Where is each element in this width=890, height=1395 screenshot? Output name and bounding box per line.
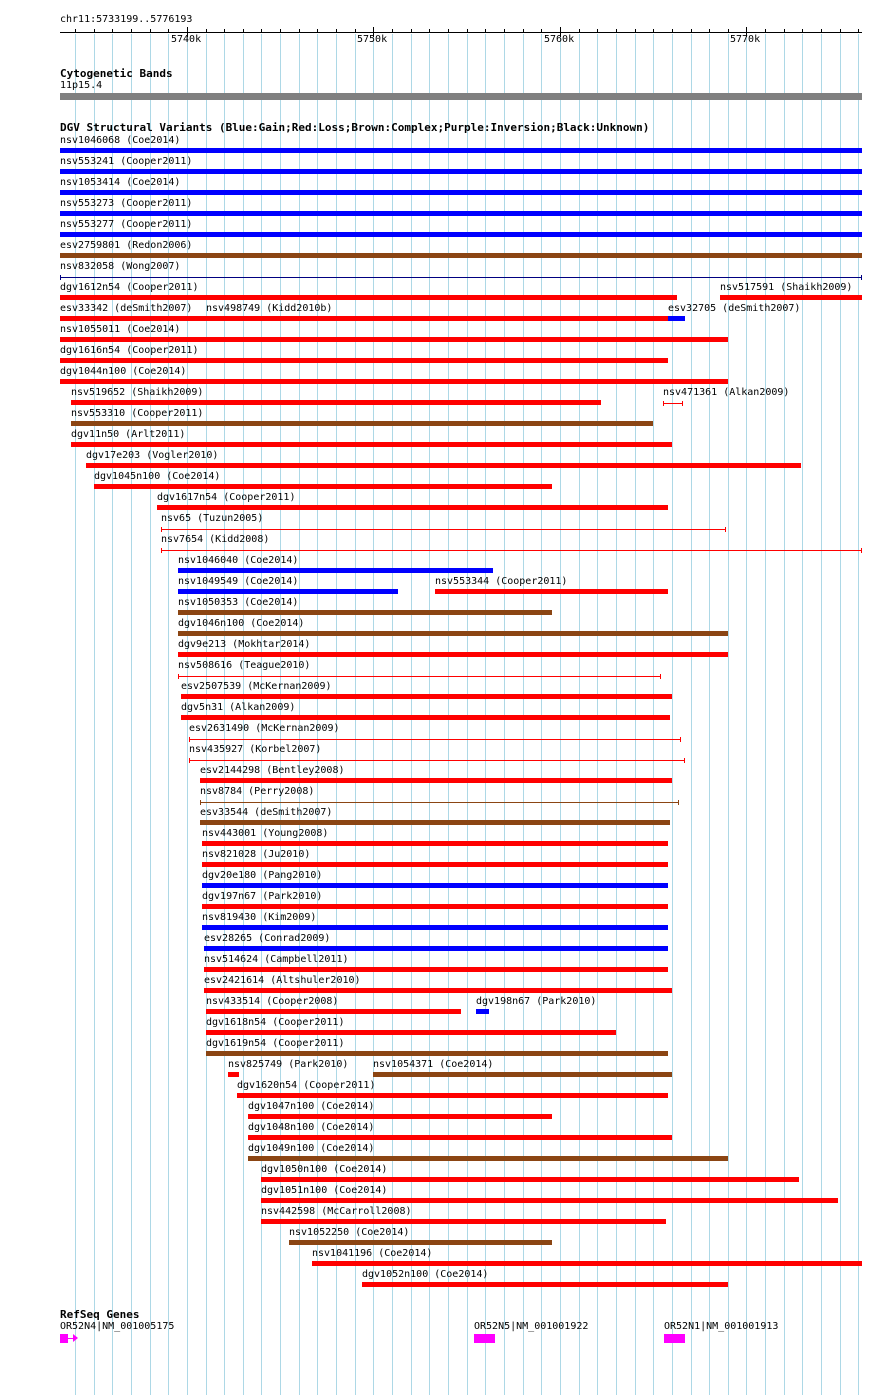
variant-feature[interactable] xyxy=(60,316,206,321)
variant-label: nsv8784 (Perry2008) xyxy=(200,786,315,797)
variant-feature[interactable] xyxy=(200,802,679,803)
variant-end-cap xyxy=(682,401,683,406)
variant-label: nsv1041196 (Coe2014) xyxy=(312,1248,433,1259)
variant-feature[interactable] xyxy=(720,295,862,300)
variant-label: nsv553273 (Cooper2011) xyxy=(60,198,193,209)
variant-label: dgv1046n100 (Coe2014) xyxy=(178,618,305,629)
variant-end-cap xyxy=(725,527,726,532)
ruler-minor-tick xyxy=(635,29,636,33)
variant-label: nsv553277 (Cooper2011) xyxy=(60,219,193,230)
variant-end-cap xyxy=(861,275,862,280)
variant-label: dgv1620n54 (Cooper2011) xyxy=(237,1080,376,1091)
variant-end-cap xyxy=(663,401,664,406)
variant-label: dgv1612n54 (Cooper2011) xyxy=(60,282,199,293)
ruler-minor-tick xyxy=(821,29,822,33)
variant-label: nsv1052250 (Coe2014) xyxy=(289,1227,410,1238)
ruler-minor-tick xyxy=(728,29,729,33)
variant-end-cap xyxy=(660,674,661,679)
variant-feature[interactable] xyxy=(60,148,862,153)
variant-label: nsv1055011 (Coe2014) xyxy=(60,324,181,335)
variant-label: nsv7654 (Kidd2008) xyxy=(161,534,270,545)
ruler-minor-tick xyxy=(261,29,262,33)
refseq-track-title: RefSeq Genes xyxy=(60,1308,140,1321)
variant-label: esv2144298 (Bentley2008) xyxy=(200,765,345,776)
variant-feature[interactable] xyxy=(312,1261,862,1266)
variant-label: dgv198n67 (Park2010) xyxy=(476,996,597,1007)
variant-feature[interactable] xyxy=(86,463,801,468)
variant-feature[interactable] xyxy=(181,694,672,699)
variant-end-cap xyxy=(161,527,162,532)
gene-feature[interactable] xyxy=(664,1334,685,1343)
variant-feature[interactable] xyxy=(204,988,672,993)
variant-feature[interactable] xyxy=(202,883,668,888)
ruler-minor-tick xyxy=(858,29,859,33)
ruler-minor-tick xyxy=(448,29,449,33)
variant-end-cap xyxy=(678,800,679,805)
variant-feature[interactable] xyxy=(71,442,672,447)
variant-feature[interactable] xyxy=(668,316,685,321)
variant-label: dgv1050n100 (Coe2014) xyxy=(261,1164,388,1175)
ruler-minor-tick xyxy=(709,29,710,33)
variant-label: dgv9e213 (Mokhtar2014) xyxy=(178,639,311,650)
variant-feature[interactable] xyxy=(248,1135,672,1140)
variant-label: nsv1046068 (Coe2014) xyxy=(60,135,181,146)
variant-label: nsv442598 (McCarroll2008) xyxy=(261,1206,412,1217)
variant-feature[interactable] xyxy=(202,904,668,909)
variant-feature[interactable] xyxy=(60,190,862,195)
variant-feature[interactable] xyxy=(248,1156,728,1161)
variant-label: esv33544 (deSmith2007) xyxy=(200,807,333,818)
variant-label: esv33342 (deSmith2007) xyxy=(60,303,193,314)
ruler-minor-tick xyxy=(355,29,356,33)
cytoband-track-title: Cytogenetic Bands xyxy=(60,67,173,80)
variant-feature[interactable] xyxy=(60,211,862,216)
variant-feature[interactable] xyxy=(60,337,728,342)
variant-feature[interactable] xyxy=(663,403,683,404)
variant-label: nsv1050353 (Coe2014) xyxy=(178,597,299,608)
variant-label: nsv1053414 (Coe2014) xyxy=(60,177,181,188)
variant-label: dgv5n31 (Alkan2009) xyxy=(181,702,296,713)
variant-label: nsv819430 (Kim2009) xyxy=(202,912,317,923)
variant-label: nsv65 (Tuzun2005) xyxy=(161,513,264,524)
ruler-minor-tick xyxy=(616,29,617,33)
variant-feature[interactable] xyxy=(71,421,653,426)
variant-feature[interactable] xyxy=(261,1219,666,1224)
variant-feature[interactable] xyxy=(178,652,728,657)
variant-label: nsv832058 (Wong2007) xyxy=(60,261,181,272)
ruler-minor-tick xyxy=(224,29,225,33)
variant-feature[interactable] xyxy=(60,358,668,363)
ruler-minor-tick xyxy=(840,29,841,33)
variant-end-cap xyxy=(680,737,681,742)
ruler-minor-tick xyxy=(150,29,151,33)
variant-label: dgv1051n100 (Coe2014) xyxy=(261,1185,388,1196)
variant-feature[interactable] xyxy=(178,676,661,677)
variant-end-cap xyxy=(60,275,61,280)
variant-feature[interactable] xyxy=(178,610,552,615)
variant-label: esv2421614 (Altshuler2010) xyxy=(204,975,361,986)
variant-label: nsv498749 (Kidd2010b) xyxy=(206,303,333,314)
variant-feature[interactable] xyxy=(189,760,685,761)
variant-label: dgv1616n54 (Cooper2011) xyxy=(60,345,199,356)
ruler-minor-tick xyxy=(765,29,766,33)
ruler-tick-label: 5770k xyxy=(730,34,761,45)
ruler-minor-tick xyxy=(467,29,468,33)
variant-label: nsv553344 (Cooper2011) xyxy=(435,576,568,587)
variant-label: dgv1618n54 (Cooper2011) xyxy=(206,1017,345,1028)
gene-feature[interactable] xyxy=(60,1334,68,1343)
variant-label: nsv514624 (Campbell2011) xyxy=(204,954,349,965)
variant-feature[interactable] xyxy=(161,529,726,530)
variant-label: dgv17e203 (Vogler2010) xyxy=(86,450,219,461)
variant-feature[interactable] xyxy=(60,232,862,237)
variant-feature[interactable] xyxy=(181,715,670,720)
variant-label: esv2507539 (McKernan2009) xyxy=(181,681,332,692)
variant-label: dgv1044n100 (Coe2014) xyxy=(60,366,187,377)
variant-label: dgv1619n54 (Cooper2011) xyxy=(206,1038,345,1049)
ruler-tick-label: 5740k xyxy=(171,34,202,45)
ruler-minor-tick xyxy=(429,29,430,33)
variant-feature[interactable] xyxy=(204,946,668,951)
variant-label: esv2759801 (Redon2006) xyxy=(60,240,193,251)
ruler-minor-tick xyxy=(784,29,785,33)
variant-feature[interactable] xyxy=(228,1072,239,1077)
ruler-minor-tick xyxy=(579,29,580,33)
variant-feature[interactable] xyxy=(362,1282,728,1287)
gene-label: OR52N4|NM_001005175 xyxy=(60,1321,175,1332)
ruler-minor-tick xyxy=(541,29,542,33)
variant-label: nsv553241 (Cooper2011) xyxy=(60,156,193,167)
variant-label: nsv1049549 (Coe2014) xyxy=(178,576,299,587)
variant-label: dgv20e180 (Pang2010) xyxy=(202,870,323,881)
variant-end-cap xyxy=(189,758,190,763)
ruler-minor-tick xyxy=(653,29,654,33)
variant-feature[interactable] xyxy=(157,505,668,510)
variant-feature[interactable] xyxy=(60,253,862,258)
ruler-minor-tick xyxy=(802,29,803,33)
variant-feature[interactable] xyxy=(189,739,681,740)
ruler-minor-tick xyxy=(597,29,598,33)
variant-feature[interactable] xyxy=(289,1240,552,1245)
variant-feature[interactable] xyxy=(60,277,862,278)
variant-feature[interactable] xyxy=(202,862,668,867)
variant-feature[interactable] xyxy=(206,1051,668,1056)
variant-end-cap xyxy=(200,800,201,805)
variant-label: esv28265 (Conrad2009) xyxy=(204,933,331,944)
ruler-minor-tick xyxy=(317,29,318,33)
ruler-minor-tick xyxy=(485,29,486,33)
gene-feature[interactable] xyxy=(474,1334,495,1343)
variant-feature[interactable] xyxy=(202,925,668,930)
variant-label: nsv435927 (Korbel2007) xyxy=(189,744,322,755)
variant-feature[interactable] xyxy=(206,1009,461,1014)
variant-feature[interactable] xyxy=(60,169,862,174)
variant-feature[interactable] xyxy=(435,589,668,594)
variant-label: nsv471361 (Alkan2009) xyxy=(663,387,790,398)
ruler-minor-tick xyxy=(243,29,244,33)
ruler-minor-tick xyxy=(206,29,207,33)
variant-label: nsv1054371 (Coe2014) xyxy=(373,1059,494,1070)
ruler-axis xyxy=(60,32,862,33)
variant-feature[interactable] xyxy=(94,484,552,489)
variant-label: dgv1048n100 (Coe2014) xyxy=(248,1122,375,1133)
variant-label: esv32705 (deSmith2007) xyxy=(668,303,801,314)
variant-feature[interactable] xyxy=(71,400,601,405)
variant-label: nsv517591 (Shaikh2009) xyxy=(720,282,853,293)
variant-feature[interactable] xyxy=(261,1198,838,1203)
ruler-minor-tick xyxy=(112,29,113,33)
cytoband-bar[interactable] xyxy=(60,93,862,100)
variant-feature[interactable] xyxy=(202,841,668,846)
variant-label: nsv508616 (Teague2010) xyxy=(178,660,311,671)
variant-end-cap xyxy=(161,548,162,553)
ruler-minor-tick xyxy=(131,29,132,33)
variant-feature[interactable] xyxy=(161,550,862,551)
variant-feature[interactable] xyxy=(60,379,728,384)
gene-label: OR52N5|NM_001001922 xyxy=(474,1321,589,1332)
ruler-minor-tick xyxy=(280,29,281,33)
variant-feature[interactable] xyxy=(206,1030,616,1035)
variant-label: dgv1045n100 (Coe2014) xyxy=(94,471,221,482)
variant-label: nsv821028 (Ju2010) xyxy=(202,849,311,860)
variant-label: dgv1047n100 (Coe2014) xyxy=(248,1101,375,1112)
ruler-tick-label: 5750k xyxy=(357,34,388,45)
variant-end-cap xyxy=(178,674,179,679)
variant-feature[interactable] xyxy=(248,1114,552,1119)
ruler-minor-tick xyxy=(168,29,169,33)
position-label: chr11:5733199..5776193 xyxy=(60,14,193,25)
variant-label: dgv11n50 (Arlt2011) xyxy=(71,429,186,440)
ruler-minor-tick xyxy=(672,29,673,33)
variant-label: dgv1049n100 (Coe2014) xyxy=(248,1143,375,1154)
gene-label: OR52N1|NM_001001913 xyxy=(664,1321,779,1332)
ruler-minor-tick xyxy=(504,29,505,33)
variant-label: nsv1046040 (Coe2014) xyxy=(178,555,299,566)
ruler-minor-tick xyxy=(75,29,76,33)
ruler-minor-tick xyxy=(336,29,337,33)
variant-feature[interactable] xyxy=(200,778,672,783)
variant-feature[interactable] xyxy=(476,1009,489,1014)
ruler-minor-tick xyxy=(691,29,692,33)
variant-feature[interactable] xyxy=(204,967,668,972)
ruler-minor-tick xyxy=(392,29,393,33)
variant-feature[interactable] xyxy=(178,568,493,573)
variant-label: esv2631490 (McKernan2009) xyxy=(189,723,340,734)
ruler-minor-tick xyxy=(299,29,300,33)
ruler-minor-tick xyxy=(523,29,524,33)
variant-feature[interactable] xyxy=(60,295,677,300)
variant-label: nsv553310 (Cooper2011) xyxy=(71,408,204,419)
variant-feature[interactable] xyxy=(178,589,398,594)
variant-end-cap xyxy=(189,737,190,742)
ruler-minor-tick xyxy=(411,29,412,33)
variant-label: nsv443001 (Young2008) xyxy=(202,828,329,839)
variant-end-cap xyxy=(684,758,685,763)
dgv-track-title: DGV Structural Variants (Blue:Gain;Red:Loss;Brown:Complex;Purple:Inversion;Black:Unknown) xyxy=(60,121,650,134)
variant-feature[interactable] xyxy=(237,1093,668,1098)
variant-label: dgv197n67 (Park2010) xyxy=(202,891,323,902)
variant-label: dgv1052n100 (Coe2014) xyxy=(362,1269,489,1280)
variant-label: nsv825749 (Park2010) xyxy=(228,1059,349,1070)
cytoband-label: 11p15.4 xyxy=(60,80,103,91)
ruler-minor-tick xyxy=(94,29,95,33)
variant-end-cap xyxy=(861,548,862,553)
variant-label: dgv1617n54 (Cooper2011) xyxy=(157,492,296,503)
ruler-tick-label: 5760k xyxy=(544,34,575,45)
variant-feature[interactable] xyxy=(178,631,728,636)
variant-feature[interactable] xyxy=(206,316,668,321)
variant-feature[interactable] xyxy=(373,1072,672,1077)
variant-feature[interactable] xyxy=(200,820,670,825)
variant-feature[interactable] xyxy=(261,1177,799,1182)
variant-label: nsv433514 (Cooper2008) xyxy=(206,996,339,1007)
strand-arrow-icon xyxy=(73,1334,78,1342)
variant-label: nsv519652 (Shaikh2009) xyxy=(71,387,204,398)
